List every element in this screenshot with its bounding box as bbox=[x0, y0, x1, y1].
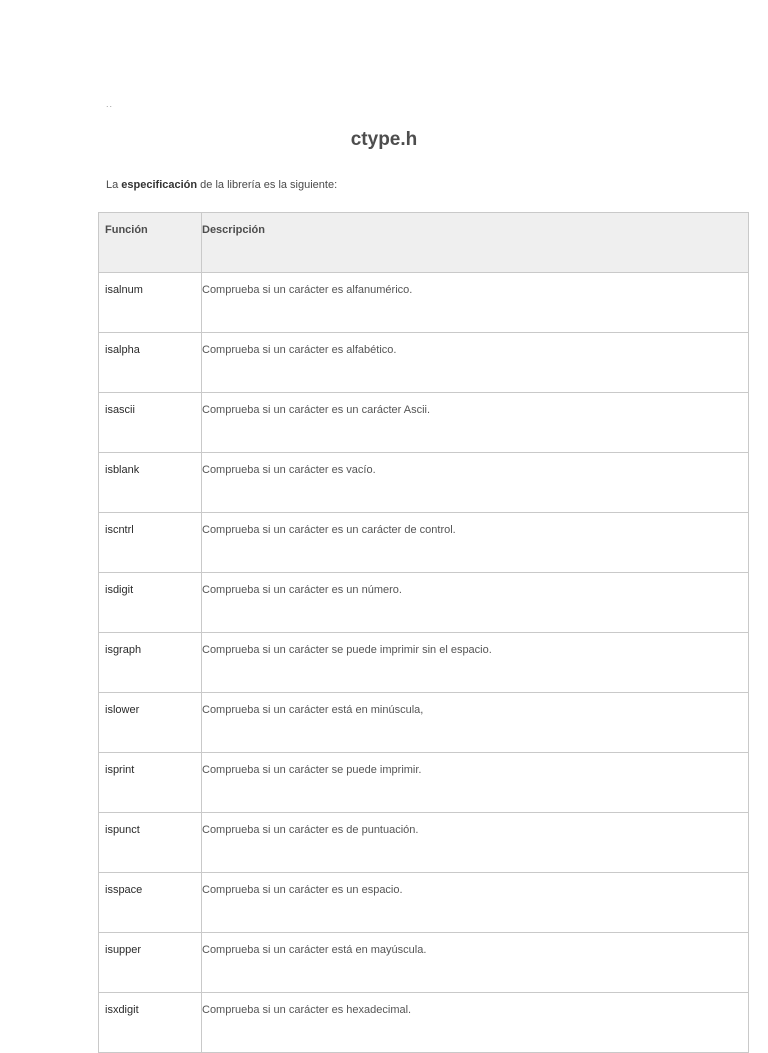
function-description: Comprueba si un carácter es de puntuación. bbox=[202, 813, 749, 873]
table-row bbox=[99, 753, 749, 813]
table-row bbox=[99, 513, 749, 573]
function-name: ispunct bbox=[99, 813, 202, 873]
function-name: isgraph bbox=[99, 633, 202, 693]
function-name: isdigit bbox=[99, 573, 202, 633]
page-mark: .. bbox=[106, 99, 114, 109]
table-row bbox=[99, 333, 749, 393]
function-description: Comprueba si un carácter está en mayúscula. bbox=[202, 933, 749, 993]
function-name: isalnum bbox=[99, 273, 202, 333]
function-description: Comprueba si un carácter se puede imprimir sin el espacio. bbox=[202, 633, 749, 693]
function-name: isxdigit bbox=[99, 993, 202, 1053]
function-name: iscntrl bbox=[99, 513, 202, 573]
function-description: Comprueba si un carácter es un carácter de control. bbox=[202, 513, 749, 573]
function-description: Comprueba si un carácter es un espacio. bbox=[202, 873, 749, 933]
table-row bbox=[99, 993, 749, 1053]
table-header-row bbox=[99, 213, 749, 273]
function-description: Comprueba si un carácter se puede imprimir. bbox=[202, 753, 749, 813]
ctype-functions-table bbox=[98, 212, 749, 1053]
intro-paragraph bbox=[106, 179, 337, 191]
table-row bbox=[99, 393, 749, 453]
function-description: Comprueba si un carácter es alfanumérico. bbox=[202, 273, 749, 333]
header-function: Función bbox=[99, 213, 202, 273]
header-description: Descripción bbox=[202, 213, 749, 273]
function-description: Comprueba si un carácter está en minúscula, bbox=[202, 693, 749, 753]
page-title: ctype.h bbox=[350, 129, 418, 150]
function-description: Comprueba si un carácter es hexadecimal. bbox=[202, 993, 749, 1053]
function-name: isblank bbox=[99, 453, 202, 513]
intro-prefix: La bbox=[106, 179, 122, 191]
function-name: isspace bbox=[99, 873, 202, 933]
table-row bbox=[99, 453, 749, 513]
table-row bbox=[99, 633, 749, 693]
function-name: isascii bbox=[99, 393, 202, 453]
function-description: Comprueba si un carácter es vacío. bbox=[202, 453, 749, 513]
function-description: Comprueba si un carácter es alfabético. bbox=[202, 333, 749, 393]
table-row bbox=[99, 933, 749, 993]
intro-bold-term: especificación bbox=[121, 179, 198, 191]
table-row bbox=[99, 873, 749, 933]
intro-suffix: de la librería es la siguiente: bbox=[197, 179, 338, 191]
table-row bbox=[99, 693, 749, 753]
function-name: isupper bbox=[99, 933, 202, 993]
function-name: isalpha bbox=[99, 333, 202, 393]
table-row bbox=[99, 813, 749, 873]
function-name: isprint bbox=[99, 753, 202, 813]
table-row bbox=[99, 573, 749, 633]
function-name: islower bbox=[99, 693, 202, 753]
function-description: Comprueba si un carácter es un número. bbox=[202, 573, 749, 633]
table-row bbox=[99, 273, 749, 333]
function-description: Comprueba si un carácter es un carácter Ascii. bbox=[202, 393, 749, 453]
